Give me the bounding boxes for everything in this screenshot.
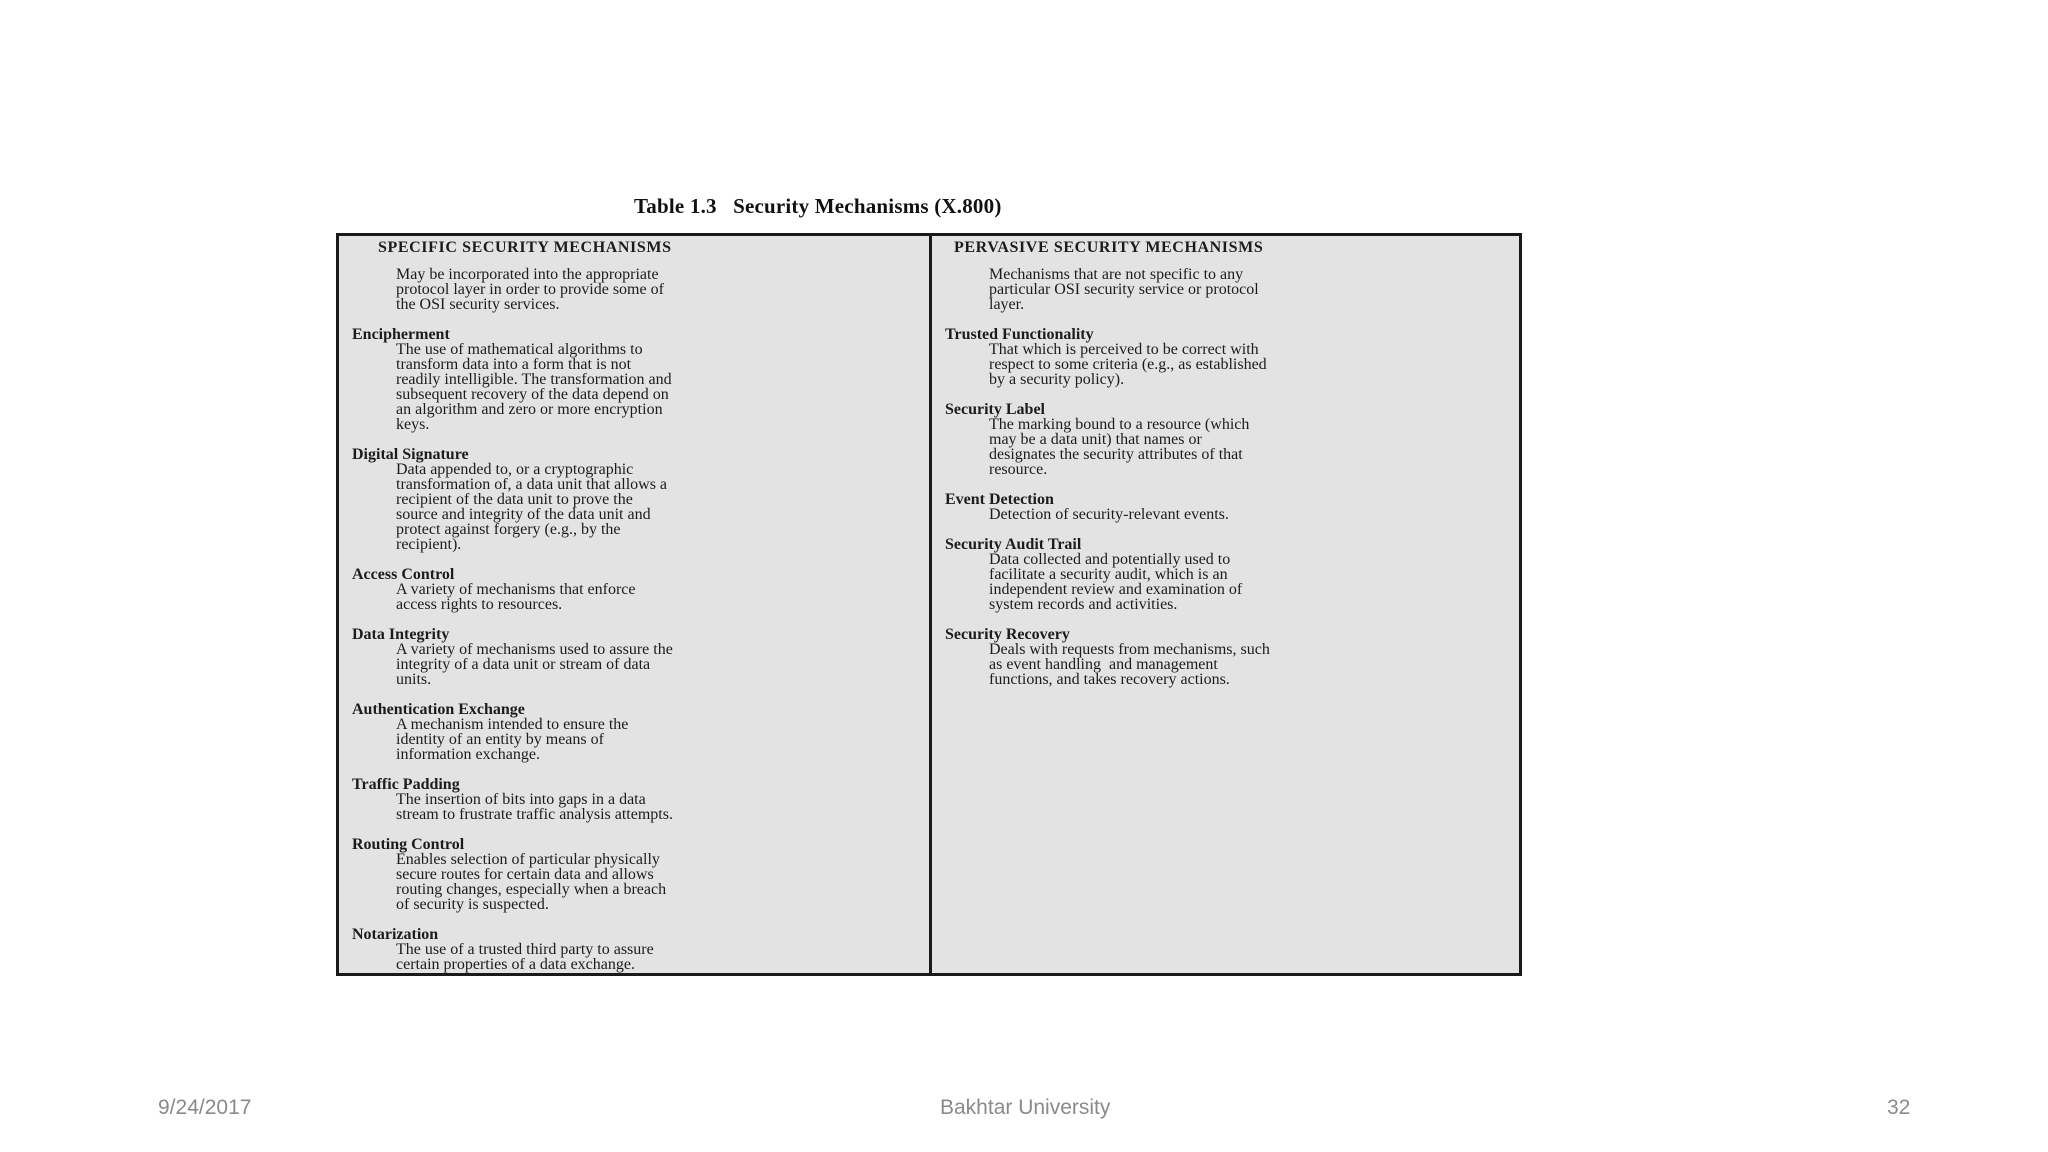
mechanism-entry: [352, 568, 922, 612]
column-divider: [929, 236, 932, 973]
mechanism-description: The marking bound to a resource (which may be a data unit) that names or designates the security attributes of that resource.: [989, 416, 1250, 478]
table-title: Table 1.3 Security Mechanisms (X.800): [634, 194, 1002, 218]
mechanism-entry: [352, 703, 922, 762]
security-mechanisms-table: [336, 233, 1522, 976]
specific-mechanisms-column: [352, 236, 922, 972]
mechanism-entry: [945, 628, 1515, 687]
mechanism-term: Notarization: [352, 926, 439, 943]
mechanism-description: The use of mathematical algorithms to transform data into a form that is not readily intelligible. The transformation and subsequent recovery of the data depend on an algorithm and zero or more encryption keys.: [396, 341, 672, 433]
mechanism-description: A mechanism intended to ensure the identity of an entity by means of information exchange.: [396, 716, 629, 763]
mechanism-term: Security Recovery: [945, 626, 1070, 643]
mechanism-term: Event Detection: [945, 491, 1054, 508]
mechanism-description: Data appended to, or a cryptographic transformation of, a data unit that allows a recipient of the data unit to prove the source and integrity of the data unit and protect against forgery (e.g., by the recipient).: [396, 461, 668, 553]
mechanism-description: Enables selection of particular physically secure routes for certain data and allows routing changes, especially when a breach of security is suspected.: [396, 851, 667, 913]
mechanism-term: Authentication Exchange: [352, 701, 525, 718]
mechanism-description: A variety of mechanisms that enforce access rights to resources.: [396, 581, 636, 613]
footer-organization: Bakhtar University: [940, 1096, 1111, 1119]
mechanism-term: Encipherment: [352, 326, 450, 343]
column-header: PERVASIVE SECURITY MECHANISMS: [954, 239, 1264, 256]
mechanism-term: Security Audit Trail: [945, 536, 1082, 553]
mechanism-description: Data collected and potentially used to facilitate a security audit, which is an independent review and examination of system records and activities.: [989, 551, 1243, 613]
mechanism-entry: [352, 928, 922, 972]
mechanism-description: The insertion of bits into gaps in a data stream to frustrate traffic analysis attempts.: [396, 791, 673, 823]
column-header: SPECIFIC SECURITY MECHANISMS: [378, 239, 672, 256]
mechanism-term: Digital Signature: [352, 446, 469, 463]
footer-date: 9/24/2017: [158, 1096, 252, 1119]
mechanism-term: Trusted Functionality: [945, 326, 1094, 343]
mechanism-list: [945, 328, 1515, 687]
pervasive-mechanisms-column: [945, 236, 1515, 687]
column-intro: Mechanisms that are not specific to any particular OSI security service or protocol layer.: [989, 266, 1259, 313]
mechanism-entry: [352, 838, 922, 912]
mechanism-entry: [945, 538, 1515, 612]
mechanism-entry: [352, 448, 922, 552]
slide-number: 32: [1887, 1096, 1911, 1119]
mechanism-description: Detection of security-relevant events.: [989, 506, 1229, 523]
mechanism-term: Security Label: [945, 401, 1045, 418]
mechanism-term: Traffic Padding: [352, 776, 460, 793]
column-intro: May be incorporated into the appropriate protocol layer in order to provide some of the OSI security services.: [396, 266, 664, 313]
mechanism-entry: [352, 328, 922, 432]
mechanism-term: Access Control: [352, 566, 455, 583]
mechanism-entry: [352, 628, 922, 687]
mechanism-entry: [352, 778, 922, 822]
mechanism-description: A variety of mechanisms used to assure the integrity of a data unit or stream of data units.: [396, 641, 673, 688]
mechanism-list: [352, 328, 922, 972]
mechanism-description: Deals with requests from mechanisms, such as event handling and management functions, and takes recovery actions.: [989, 641, 1270, 688]
mechanism-entry: [945, 328, 1515, 387]
mechanism-description: That which is perceived to be correct with respect to some criteria (e.g., as established by a security policy).: [989, 341, 1267, 388]
mechanism-entry: [945, 493, 1515, 522]
mechanism-term: Routing Control: [352, 836, 465, 853]
mechanism-entry: [945, 403, 1515, 477]
mechanism-description: The use of a trusted third party to assure certain properties of a data exchange.: [396, 941, 654, 973]
mechanism-term: Data Integrity: [352, 626, 450, 643]
